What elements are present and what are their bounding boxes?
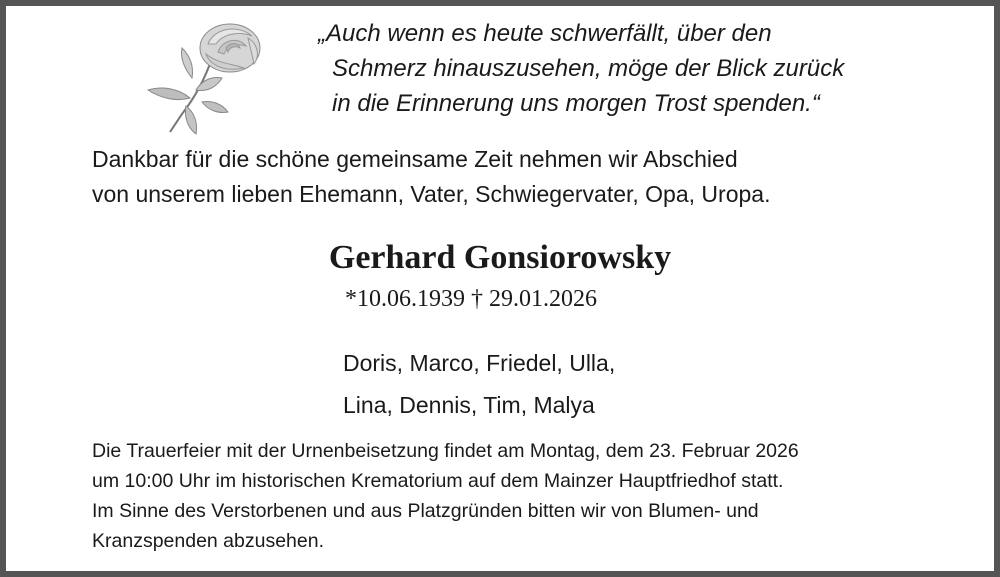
intro-text [92,142,770,212]
deceased-name: Gerhard Gonsiorowsky [328,239,672,276]
quote-line: Schmerz hinauszusehen, möge der Blick zurück [332,55,845,82]
intro-line: Dankbar für die schöne gemeinsame Zeit nehmen wir Abschied [92,146,738,172]
life-dates: *10.06.1939 † 29.01.2026 [345,286,597,312]
notice-line: Im Sinne des Verstorbenen und aus Platzgründen bitten wir von Blumen- und [92,500,759,522]
intro-line: von unserem lieben Ehemann, Vater, Schwiegervater, Opa, Uropa. [92,181,771,207]
memorial-quote [318,16,844,121]
rose-icon [140,18,270,136]
quote-line: „Auch wenn es heute schwerfällt, über den [318,20,772,47]
notice-line: Die Trauerfeier mit der Urnenbeisetzung findet am Montag, dem 23. Februar 2026 [92,440,799,462]
notice-line: um 10:00 Uhr im historischen Krematorium auf dem Mainzer Hauptfriedhof statt. [92,470,784,492]
notice-line: Kranzspenden abzusehen. [92,530,325,552]
family-line: Doris, Marco, Friedel, Ulla, [343,350,616,376]
family-line: Lina, Dennis, Tim, Malya [343,392,595,418]
family-names [343,342,615,426]
quote-line: in die Erinnerung uns morgen Trost spenden.“ [332,90,820,117]
funeral-notice [92,436,799,556]
